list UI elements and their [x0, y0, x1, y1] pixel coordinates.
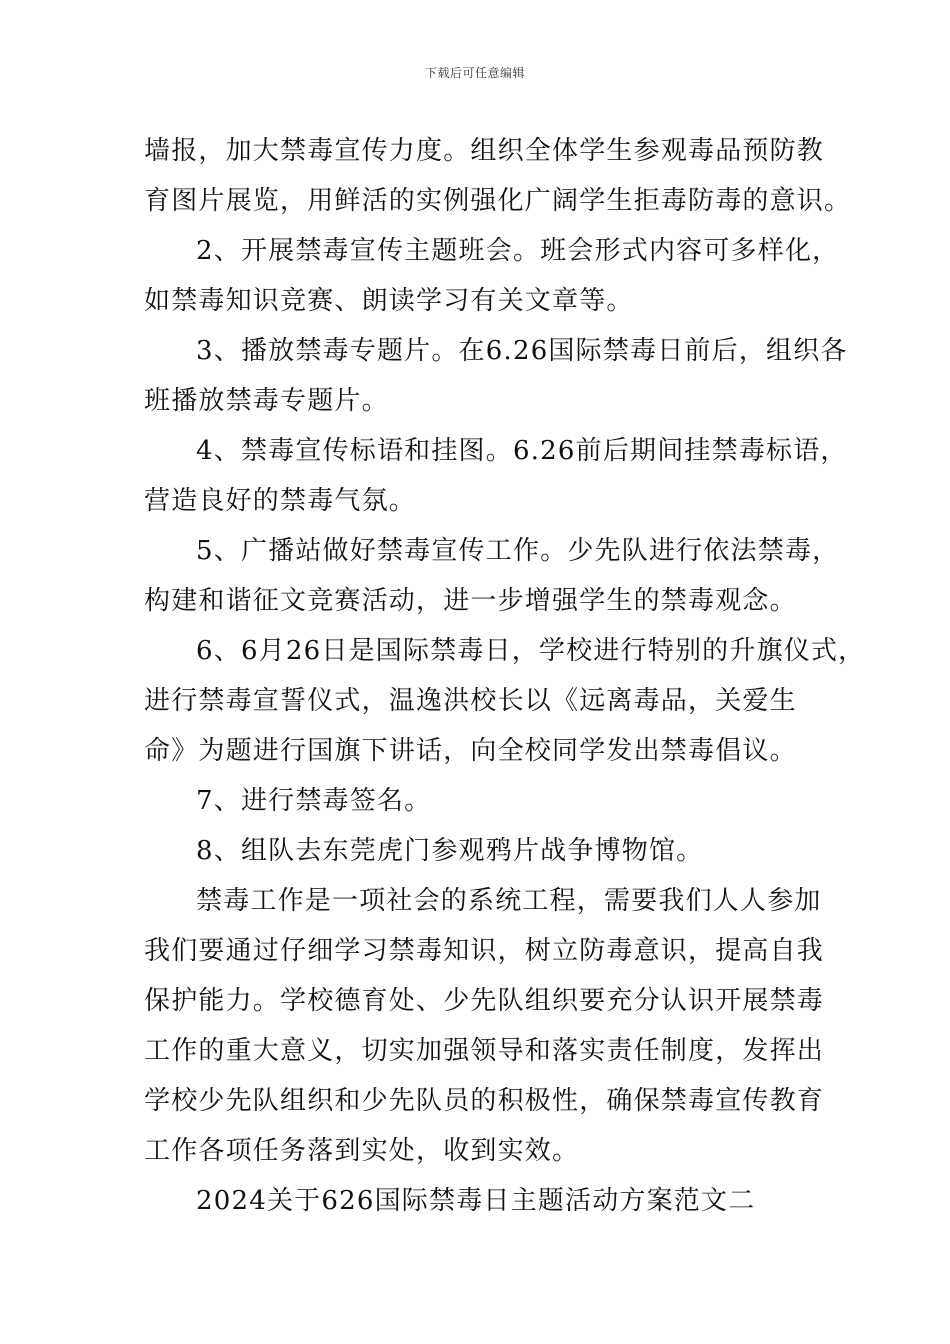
document-body	[144, 126, 866, 1226]
body-line: 工作各项任务落到实处，收到实效。	[144, 1136, 580, 1166]
body-line: 如禁毒知识竞赛、朗读学习有关文章等。	[144, 286, 634, 316]
body-line: 构建和谐征文竞赛活动，进一步增强学生的禁毒观念。	[144, 586, 797, 616]
body-line: 进行禁毒宣誓仪式，温逸洪校长以《远离毒品，关爱生	[144, 686, 797, 716]
list-item-3: 3、播放禁毒专题片。在6.26国际禁毒日前后，组织各	[196, 336, 848, 366]
body-line: 墙报，加大禁毒宣传力度。组织全体学生参观毒品预防教	[144, 136, 825, 166]
body-line: 我们要通过仔细学习禁毒知识，树立防毒意识，提高自我	[144, 936, 825, 966]
section-title: 2024关于626国际禁毒日主题活动方案范文二	[196, 1186, 756, 1216]
summary-paragraph-start: 禁毒工作是一项社会的系统工程，需要我们人人参加	[196, 886, 822, 916]
body-line: 工作的重大意义，切实加强领导和落实责任制度，发挥出	[144, 1036, 825, 1066]
body-line: 学校少先队组织和少先队员的积极性，确保禁毒宣传教育	[144, 1086, 825, 1116]
body-line: 保护能力。学校德育处、少先队组织要充分认识开展禁毒	[144, 986, 825, 1016]
list-item-7: 7、进行禁毒签名。	[196, 786, 432, 816]
body-line: 营造良好的禁毒气氛。	[144, 486, 417, 516]
body-line: 育图片展览，用鲜活的实例强化广阔学生拒毒防毒的意识。	[144, 186, 852, 216]
page-header: 下载后可任意编辑	[424, 66, 525, 80]
list-item-6: 6、6月26日是国际禁毒日，学校进行特别的升旗仪式，	[196, 636, 866, 666]
list-item-8: 8、组队去东莞虎门参观鸦片战争博物馆。	[196, 836, 704, 866]
list-item-5: 5、广播站做好禁毒宣传工作。少先队进行依法禁毒，	[196, 536, 840, 566]
list-item-4: 4、禁毒宣传标语和挂图。6.26前后期间挂禁毒标语，	[196, 436, 848, 466]
body-line: 班播放禁毒专题片。	[144, 386, 389, 416]
list-item-2: 2、开展禁毒宣传主题班会。班会形式内容可多样化，	[196, 236, 840, 266]
body-line: 命》为题进行国旗下讲话，向全校同学发出禁毒倡议。	[144, 736, 797, 766]
